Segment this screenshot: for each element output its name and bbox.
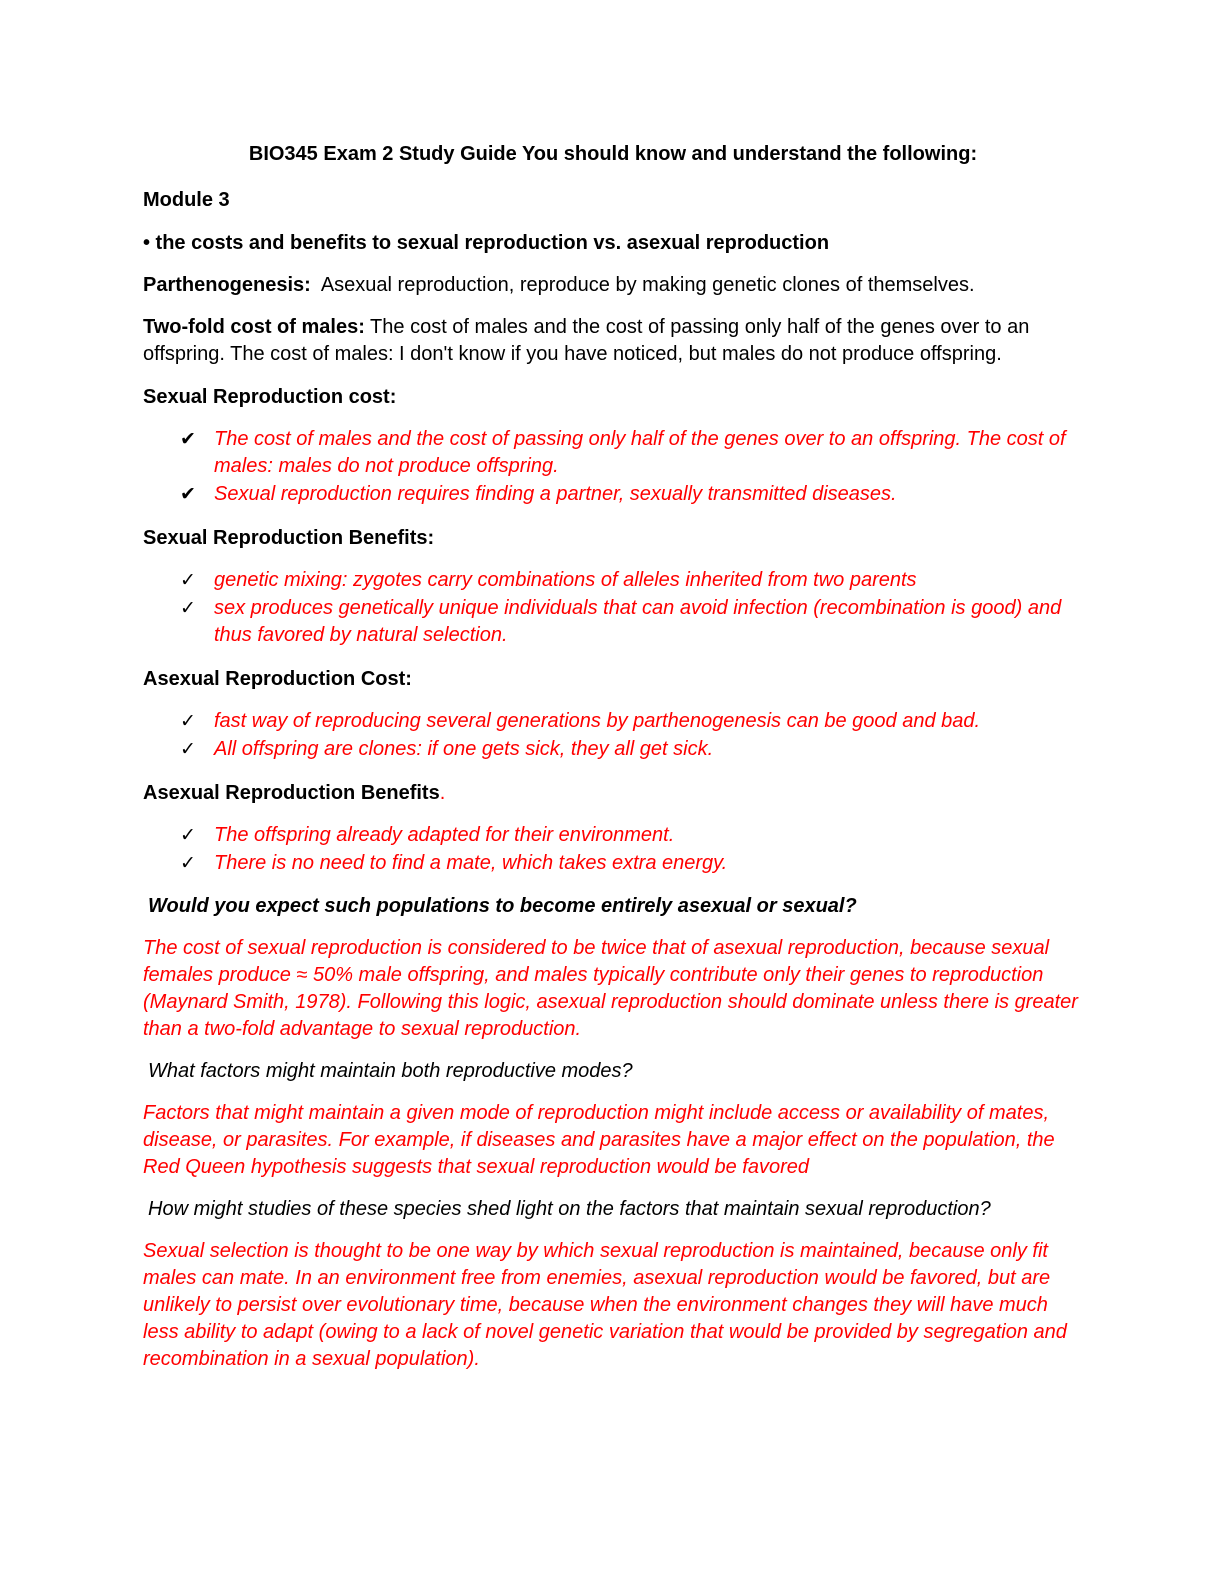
section-heading-text: Asexual Reproduction Benefits [143,782,440,804]
twofold-paragraph [143,314,1083,368]
checkmark-icon: ✓ [180,825,196,846]
checkmark-icon: ✓ [180,570,196,591]
list-item [143,708,1083,735]
list-item-text: The offspring already adapted for their environment. [214,824,675,846]
checkmark-icon: ✔ [180,484,196,505]
topic-bullet: • the costs and benefits to sexual reproduction vs. asexual reproduction [143,232,830,254]
answer-1: The cost of sexual reproduction is considered to be twice that of asexual reproduction, because sexual females produce ≈ 50% male offspring, and males typically contribute only their genes to reproduction (Maynard Smith, 1978). Following this logic, asexual reproduction should dominate unless there is greater than a two-fold advantage to sexual reproduction. [143,937,1078,1040]
list-item-text: sex produces genetically unique individuals that can avoid infection (recombination is good) and thus favored by natural selection. [214,597,1062,646]
list-item [143,481,1083,508]
list-item [143,850,1083,877]
section-heading-sexual-benefits: Sexual Reproduction Benefits: [143,527,435,549]
checkmark-icon: ✓ [180,853,196,874]
list-item [143,426,1083,480]
checklist-sexual-cost [143,426,1083,508]
twofold-label: Two-fold cost of males: [143,316,365,338]
parthenogenesis-text: Asexual reproduction, reproduce by making genetic clones of themselves. [310,274,975,296]
parthenogenesis-paragraph [143,272,1083,299]
checkmark-icon: ✓ [180,739,196,760]
parthenogenesis-label: Parthenogenesis: [143,274,311,296]
checklist-asexual-cost [143,708,1083,763]
list-item-text: The cost of males and the cost of passing only half of the genes over to an offspring. The cost of males: males do not produce offspring. [214,428,1066,477]
document-title: BIO345 Exam 2 Study Guide You should know and understand the following: [248,143,978,165]
section-heading-asexual-benefits [143,779,1083,807]
twofold-text: The cost of males and the cost of passing only half of the genes over to an offspring. The cost of males: I don't know if you have noticed, but males do not produce offspring. [143,316,1030,365]
section-heading-asexual-cost: Asexual Reproduction Cost: [143,668,412,690]
question-2: What factors might maintain both reproductive modes? [148,1060,633,1082]
answer-3: Sexual selection is thought to be one way by which sexual reproduction is maintained, because only fit males can mate. In an environment free from enemies, asexual reproduction would be favored, but are unlikely to persist over evolutionary time, because when the environment changes they will have much less ability to adapt (owing to a lack of novel genetic variation that would be provided by segregation and recombination in a sexual population). [143,1240,1067,1370]
checkmark-icon: ✓ [180,711,196,732]
list-item-text: All offspring are clones: if one gets sick, they all get sick. [214,738,714,760]
list-item-text: Sexual reproduction requires finding a partner, sexually transmitted diseases. [214,483,897,505]
module-heading: Module 3 [143,189,230,211]
list-item [143,567,1083,594]
section-heading-sexual-cost: Sexual Reproduction cost: [143,386,397,408]
list-item [143,822,1083,849]
checklist-asexual-benefits [143,822,1083,877]
list-item [143,595,1083,649]
list-item [143,736,1083,763]
list-item-text: genetic mixing: zygotes carry combinations of alleles inherited from two parents [214,569,917,591]
checklist-sexual-benefits [143,567,1083,649]
checkmark-icon: ✔ [180,429,196,450]
list-item-text: There is no need to find a mate, which takes extra energy. [214,852,728,874]
document-page [143,140,1083,1388]
heading-suffix: . [439,782,446,804]
list-item-text: fast way of reproducing several generations by parthenogenesis can be good and bad. [214,710,981,732]
answer-2: Factors that might maintain a given mode of reproduction might include access or availability of mates, disease, or parasites. For example, if diseases and parasites have a major effect on the population, the Red Queen hypothesis suggests that sexual reproduction would be favored [143,1102,1055,1178]
question-3: How might studies of these species shed light on the factors that maintain sexual reproduction? [148,1198,991,1220]
checkmark-icon: ✓ [180,598,196,619]
question-1: Would you expect such populations to become entirely asexual or sexual? [148,895,857,917]
